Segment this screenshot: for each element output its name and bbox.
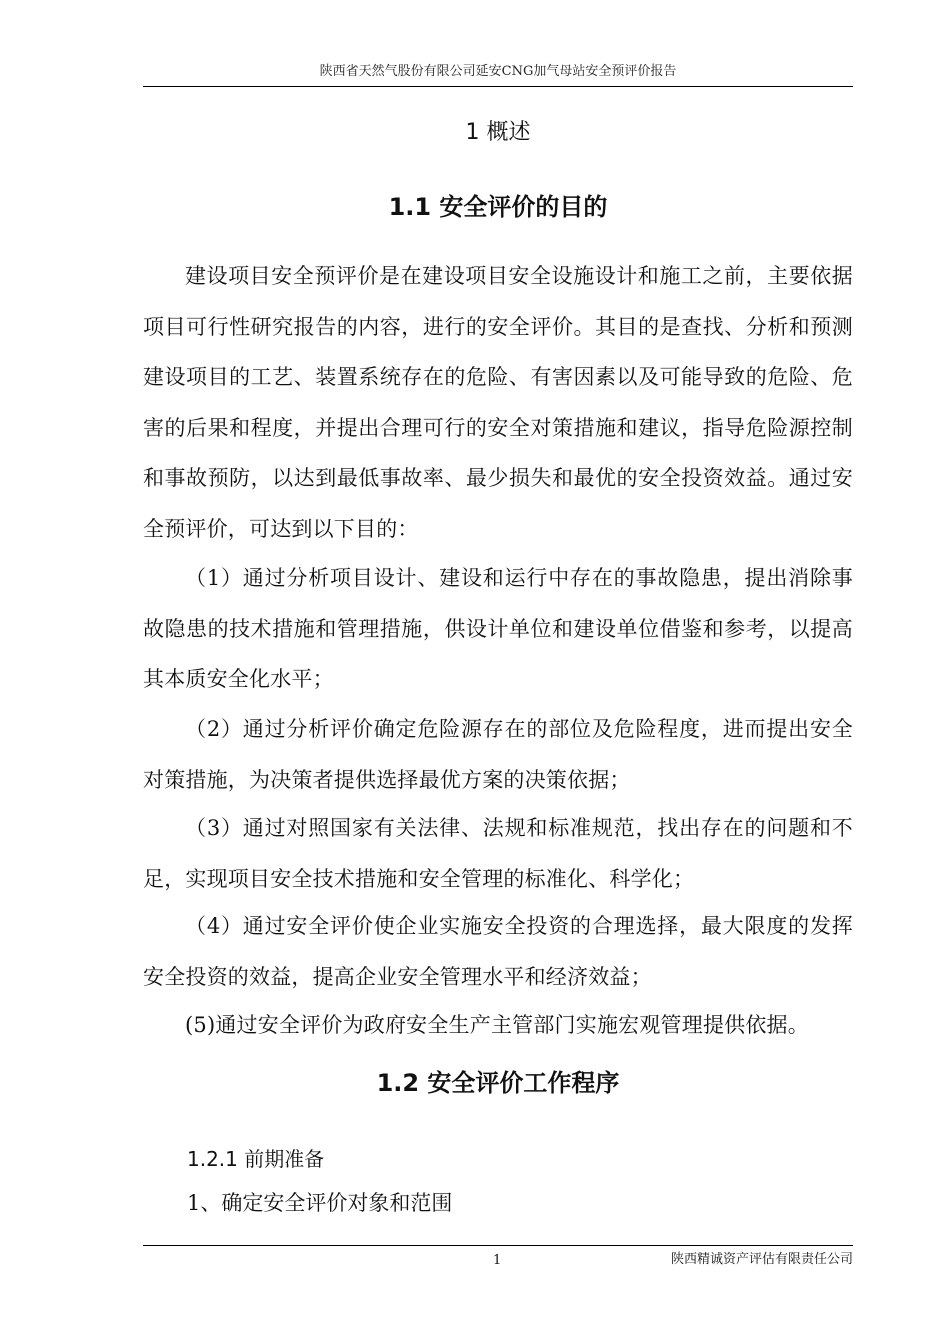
objective-item-5: (5)通过安全评价为政府安全生产主管部门实施宏观管理提供依据。 [185,1013,809,1037]
objective-item-4: （4）通过安全评价使企业实施安全投资的合理选择，最大限度的发挥安全投资的效益，提高企业安全管理水平和经济效益； [143,914,853,989]
procedure-step-1: 1、确定安全评价对象和范围 [187,1191,453,1215]
subsection-title-1-2-1: 1.2.1 前期准备 [187,1147,325,1171]
intro-paragraph: 建设项目安全预评价是在建设项目安全设施设计和施工之前，主要依据项目可行性研究报告的内容，进行的安全评价。其目的是查找、分析和预测建设项目的工艺、装置系统存在的危险、有害因素以及可能导致的危险、危害的后果和程度，并提出合理可行的安全对策措施和建议，指导危险源控制和事故预防，以达到最低事故率、最少损失和最优的安全投资效益。通过安全预评价，可达到以下目的： [143,264,853,541]
section-title-1-2: 1.2 安全评价工作程序 [376,1069,620,1097]
objective-item-3: （3）通过对照国家有关法律、法规和标准规范，找出存在的问题和不足，实现项目安全技术措施和安全管理的标准化、科学化； [143,816,853,891]
header-divider [143,86,853,87]
objective-item-1: （1）通过分析项目设计、建设和运行中存在的事故隐患，提出消除事故隐患的技术措施和管理措施，供设计单位和建设单位借鉴和参考，以提高其本质安全化水平； [143,566,853,691]
footer-organization: 陕西精诚资产评估有限责任公司 [670,1252,853,1267]
footer-divider [143,1245,853,1246]
page-number: 1 [493,1253,502,1268]
chapter-title: 1 概述 [465,120,531,145]
objective-item-2: （2）通过分析评价确定危险源存在的部位及危险程度，进而提出安全对策措施，为决策者提供选择最优方案的决策依据； [143,717,853,792]
section-title-1-1: 1.1 安全评价的目的 [388,193,608,221]
running-header: 陕西省天然气股份有限公司延安CNG加气母站安全预评价报告 [319,64,677,79]
